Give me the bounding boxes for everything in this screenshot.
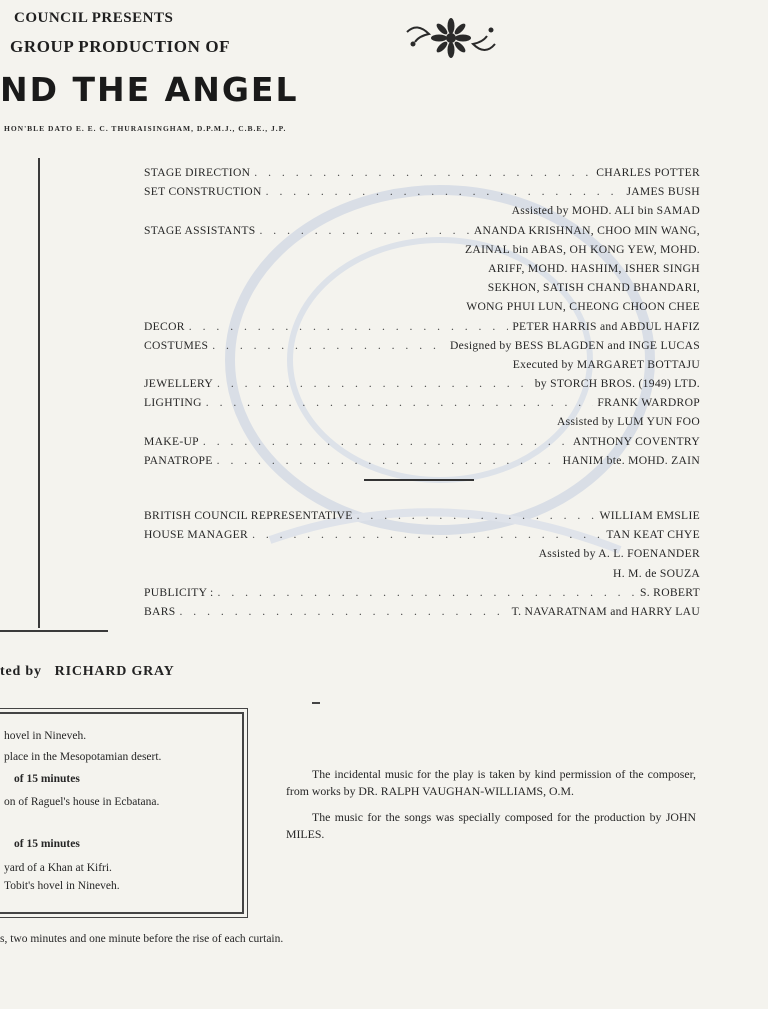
- credit-role: HOUSE MANAGER: [144, 528, 249, 542]
- credit-role: PANATROPE: [144, 453, 213, 467]
- scene-line: yard of a Khan at Kifri.: [4, 862, 112, 874]
- leader-dots: [252, 528, 602, 541]
- credit-role: LIGHTING: [144, 396, 202, 410]
- credit-name: FRANK WARDROP: [597, 396, 700, 410]
- leader-dots: [357, 509, 596, 522]
- credit-continuation: H. M. de SOUZA: [613, 566, 700, 580]
- credit-name: JAMES BUSH: [626, 185, 700, 199]
- left-border-horizontal: [0, 630, 108, 632]
- patron-line: HON'BLE DATO E. E. C. THURAISINGHAM, D.P.M.J., C.B.E., J.P.: [4, 124, 287, 133]
- credit-row-jewellery: [144, 377, 700, 396]
- credit-continuation: WONG PHUI LUN, CHEONG CHOON CHEE: [466, 300, 700, 314]
- credit-name: WILLIAM EMSLIE: [599, 509, 700, 522]
- credit-continuation: Assisted by LUM YUN FOO: [556, 415, 700, 429]
- scene-line: Tobit's hovel in Nineveh.: [4, 880, 120, 892]
- credit-role: SET CONSTRUCTION: [144, 185, 262, 199]
- credit-row-publicity: [144, 586, 700, 605]
- leader-dots: [189, 320, 509, 333]
- credit-row-decor: [144, 320, 700, 339]
- credit-row-makeup: [144, 435, 700, 454]
- credit-name: ANTHONY COVENTRY: [572, 434, 700, 448]
- credit-name: TAN KEAT CHYE: [606, 528, 700, 542]
- credit-role: PUBLICITY :: [144, 585, 214, 599]
- credit-role: BARS: [144, 604, 176, 618]
- leader-dots: [254, 166, 592, 179]
- music-note: [286, 766, 696, 852]
- left-border-vertical: [38, 158, 40, 628]
- credit-role: STAGE ASSISTANTS: [144, 223, 256, 237]
- credit-name: ANANDA KRISHNAN, CHOO MIN WANG,: [473, 223, 700, 237]
- scenes-box: [0, 712, 244, 914]
- credit-row-set-construction: [144, 185, 700, 204]
- director-name: RICHARD GRAY: [54, 664, 175, 679]
- leader-dots: [180, 605, 508, 618]
- credit-row-lighting: [144, 396, 700, 415]
- credit-role: MAKE-UP: [144, 434, 199, 448]
- scene-line: hovel in Nineveh.: [4, 730, 87, 742]
- leader-dots: [266, 185, 623, 198]
- curtain-footnote: s, two minutes and one minute before the rise of each curtain.: [0, 933, 284, 945]
- credit-name: HANIM bte. MOHD. ZAIN: [562, 453, 700, 467]
- credit-continuation: Assisted by A. L. FOENANDER: [538, 547, 700, 561]
- credit-name: PETER HARRIS and ABDUL HAFIZ: [512, 319, 700, 333]
- credit-row-bars: [144, 605, 700, 624]
- leader-dots: [217, 454, 559, 467]
- stray-mark: [312, 702, 320, 704]
- credit-continuation: ZAINAL bin ABAS, OH KONG YEW, MOHD.: [465, 242, 700, 256]
- credit-row-bc-representative: [144, 509, 700, 528]
- credit-role: STAGE DIRECTION: [144, 166, 251, 179]
- credit-role: DECOR: [144, 319, 185, 333]
- credit-continuation: Assisted by MOHD. ALI bin SAMAD: [511, 204, 700, 218]
- leader-dots: [218, 586, 636, 599]
- credit-role: BRITISH COUNCIL REPRESENTATIVE: [144, 509, 353, 522]
- director-label: ted by: [0, 664, 42, 679]
- credit-row-stage-assistants: [144, 224, 700, 243]
- credit-name: CHARLES POTTER: [596, 166, 700, 179]
- leader-dots: [217, 377, 531, 390]
- leader-dots: [206, 396, 594, 409]
- header-production: GROUP PRODUCTION OF: [10, 37, 231, 56]
- credit-continuation: ARIFF, MOHD. HASHIM, ISHER SINGH: [488, 261, 700, 275]
- header-presents: COUNCIL PRESENTS: [14, 10, 174, 26]
- production-credits: [144, 166, 700, 624]
- leader-dots: [212, 339, 446, 352]
- credit-role: JEWELLERY: [144, 377, 214, 391]
- credit-name: by STORCH BROS. (1949) LTD.: [534, 377, 700, 391]
- credit-name: S. ROBERT: [640, 585, 700, 599]
- floral-ornament-icon: [405, 14, 501, 66]
- credit-name: T. NAVARATNAM and HARRY LAU: [511, 604, 700, 618]
- divider-rule: [364, 479, 474, 481]
- play-title: ND THE ANGEL: [0, 70, 299, 109]
- scene-interval: of 15 minutes: [14, 773, 80, 785]
- credit-name: Designed by BESS BLAGDEN and INGE LUCAS: [449, 338, 700, 352]
- scene-line: on of Raguel's house in Ecbatana.: [4, 796, 160, 808]
- music-paragraph: The incidental music for the play is taken by kind permission of the composer, from works by DR. RALPH VAUGHAN-WILLIAMS, O.M.: [286, 767, 696, 798]
- scene-interval: of 15 minutes: [14, 838, 80, 850]
- credit-row-panatrope: [144, 454, 700, 473]
- spacer: [144, 491, 700, 509]
- credit-row-stage-direction: [144, 166, 700, 185]
- section-divider: [144, 473, 700, 491]
- music-paragraph: The music for the songs was specially composed for the production by JOHN MILES.: [286, 810, 696, 841]
- credit-continuation: SEKHON, SATISH CHAND BHANDARI,: [487, 281, 700, 295]
- leader-dots: [260, 224, 470, 237]
- credit-continuation: Executed by MARGARET BOTTAJU: [512, 357, 700, 371]
- credit-role: COSTUMES: [144, 338, 209, 352]
- director-credit: [0, 664, 175, 680]
- scene-line: place in the Mesopotamian desert.: [4, 751, 162, 763]
- credit-row-costumes: [144, 339, 700, 358]
- leader-dots: [203, 435, 569, 448]
- credit-row-house-manager: [144, 528, 700, 547]
